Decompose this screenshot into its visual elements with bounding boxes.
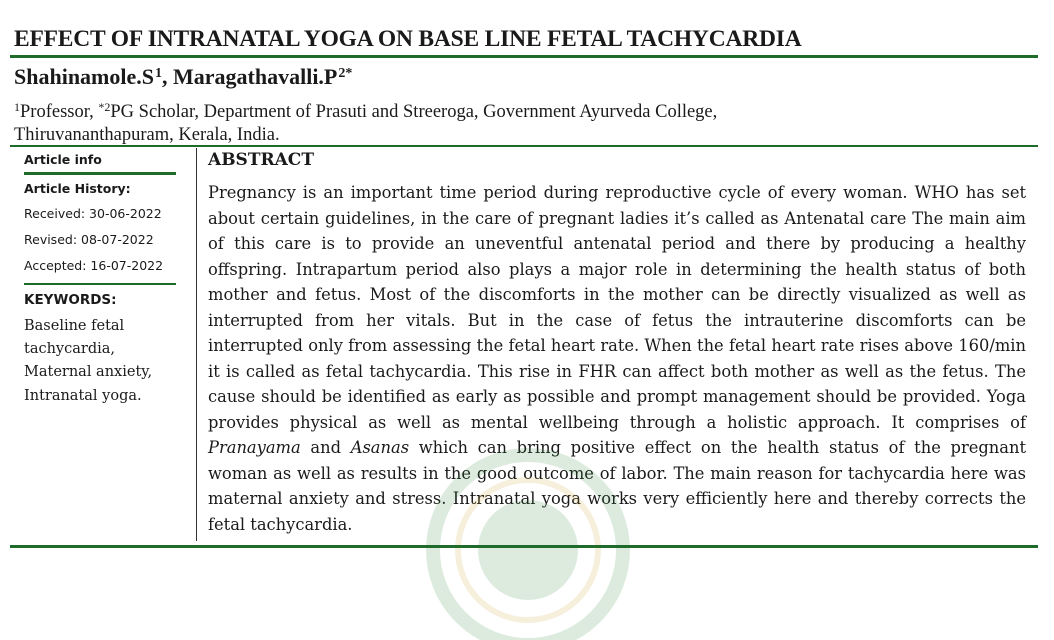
keyword-item: tachycardia,	[24, 341, 115, 358]
author-2-name: Maragathavalli.P	[173, 64, 338, 89]
history-divider	[24, 283, 176, 285]
abstract-part-a: Pregnancy is an important time period during reproductive cycle of every woman. WHO has set about certain guidelines, in the care of pregnant ladies it’s called as Antenatal care The main aim of this care is to provide an uneventful antenatal period and there by producing a healthy offspring. Intrapartum period also plays a major role in determining the health status of both mother and fetus. Most of the discomforts in the mother can be directly visualized as well as interrupted from her vitals. But in the case of fetus the intrauterine discomforts can be interrupted only from assessing the fetal heart rate. When the fetal heart rate rises above 160/min it is called as fetal tachycardia. This rise in FHR can affect both mother as well as the fetus. The cause should be identified as early as possible and prompt management should be provided. Yoga provides physical as well as mental wellbeing through a holistic approach. It comprises of	[208, 183, 1026, 432]
author-line	[14, 64, 352, 90]
article-info-sidebar	[24, 148, 176, 408]
accepted-date: Accepted: 16-07-2022	[24, 258, 164, 273]
abstract-part-c: which can bring positive effect on the health status of the pregnant woman as well as results in the good outcome of labor. The main reason for tachycardia here was maternal anxiety and stress. Intranatal yoga works very efficiently here and thereby corrects the fetal tachycardia.	[208, 438, 1026, 534]
column-divider	[196, 148, 197, 541]
keyword-item: Intranatal yoga.	[24, 387, 142, 404]
author-2-mark: 2*	[338, 66, 353, 81]
abstract-part-b: and	[300, 438, 351, 457]
affil-mark-2: *2	[98, 100, 111, 114]
title-divider	[10, 55, 1038, 58]
affiliation	[14, 96, 1034, 147]
affil-role-1: Professor,	[20, 102, 99, 122]
term-pranayama: Pranayama	[208, 438, 301, 457]
header-divider	[10, 145, 1038, 147]
revised-date: Revised: 08-07-2022	[24, 232, 154, 247]
article-info-heading: Article info	[24, 152, 102, 167]
received-date: Received: 30-06-2022	[24, 206, 162, 221]
author-1-mark: 1	[155, 66, 162, 81]
abstract-text	[208, 180, 1026, 537]
abstract-heading: ABSTRACT	[208, 150, 314, 170]
term-asanas: Asanas	[350, 438, 410, 457]
author-separator: ,	[162, 64, 173, 89]
footer-divider	[10, 545, 1038, 548]
keyword-item: Baseline fetal	[24, 318, 125, 334]
paper-title: EFFECT OF INTRANATAL YOGA ON BASE LINE FETAL TACHYCARDIA	[14, 26, 802, 52]
affil-location: Thiruvananthapuram, Kerala, India.	[14, 125, 280, 145]
article-history-label: Article History:	[24, 181, 131, 196]
keyword-item: Maternal anxiety,	[24, 364, 153, 381]
keywords-list	[24, 315, 174, 408]
affil-mark-1: 1	[14, 100, 20, 114]
author-1-name: Shahinamole.S	[14, 64, 154, 89]
affil-role-2: PG Scholar, Department of Prasuti and Streeroga, Government Ayurveda College,	[110, 102, 718, 122]
keywords-heading: KEYWORDS:	[24, 292, 117, 308]
